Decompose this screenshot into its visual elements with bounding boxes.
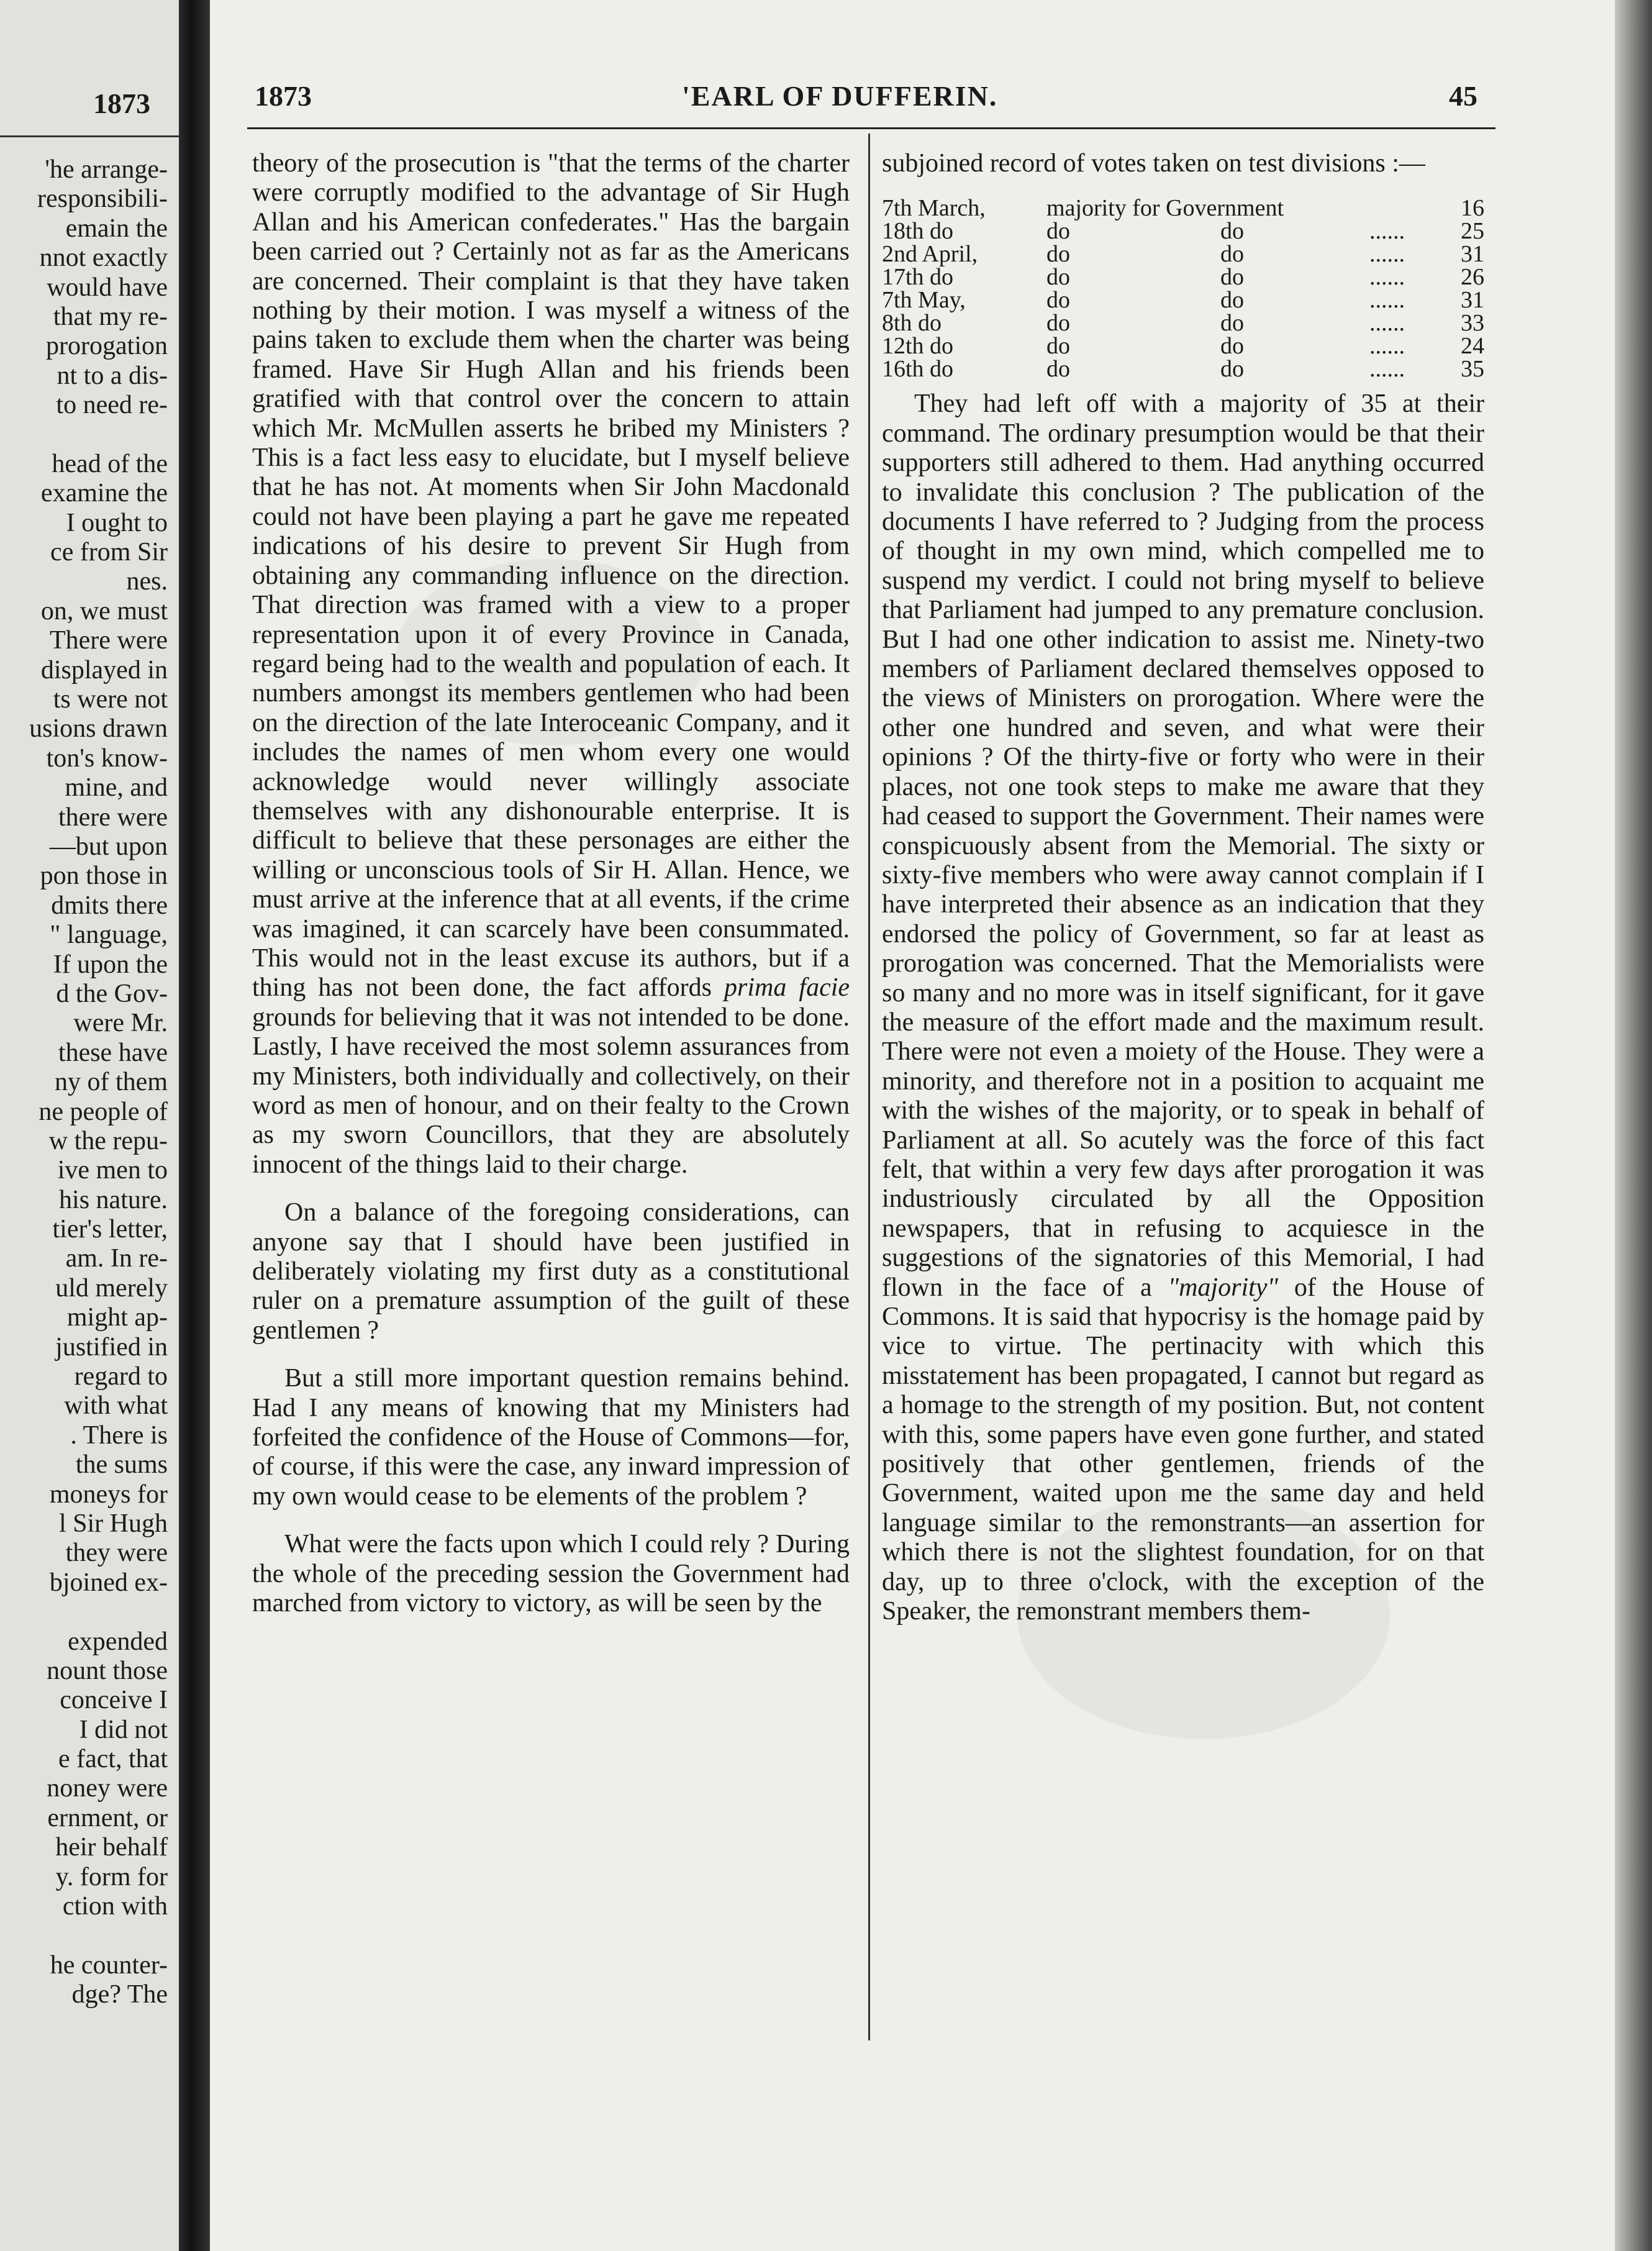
column-divider — [868, 134, 870, 2040]
left-page-line: expended — [68, 1627, 168, 1656]
left-page-line: nount those — [47, 1656, 168, 1685]
vote-label-repeat: do — [1220, 310, 1244, 337]
vote-date: 17th do — [882, 264, 954, 291]
vote-date: 16th do — [882, 356, 954, 383]
left-page-line: ive men to — [57, 1156, 168, 1185]
paragraph-text: theory of the prosecution is "that the terms of the charter were corruptly modified to the advantage of Sir Hugh Allan and his American confederates." Has the bargain been carried out ? Certainly not as far as the Americans are concerned. Their complaint is that they have taken nothing by their motion. I was myself a witness of the pains taken to exclude them when the charter was being framed. Have Sir Hugh Allan and his friends been gratified with that control over the concern to attain which Mr. McMullen asserts he bribed my Ministers ? This is a fact less easy to elucidate, but I myself believe that he has not. At moments when Sir John Macdonald could not have been playing a part he gave me repeated indications of his desire to prevent Sir Hugh from obtaining any commanding influence on the direction. That direction was framed with a view to a proper representation upon it of every Province in Canada, regard being had to the wealth and population of each. It numbers amongst its members gentlemen who had been on the direction of the late Interoceanic Company, and it includes the names of men whom every one would acknowledge would never willingly associate themselves with any dishonourable enterprise. It is difficult to believe that these personages are either the willing or unconscious tools of Sir H. Allan. Hence, we must arrive at the inference that at all events, if the crime was imagined, it can scarcely have been consummated. This would not in the least excuse its authors, but if a thing has not been done, the fact affords — [252, 149, 850, 1003]
vote-label-repeat: do — [1220, 356, 1244, 383]
left-page-line: am. In re- — [65, 1244, 168, 1273]
vote-date: 2nd April, — [882, 241, 978, 268]
italic-phrase: "majority" — [1168, 1273, 1279, 1302]
left-page-line: . There is — [70, 1421, 168, 1450]
vote-row — [882, 289, 1484, 312]
paragraph: On a balance of the foregoing considerations, can anyone say that I should have been justified in deliberately violating my first duty as a constitutional ruler on a premature assumption of the guilt of these gentlemen ? — [252, 1198, 850, 1345]
left-page-line: his nature. — [59, 1185, 168, 1214]
paragraph — [252, 149, 850, 1180]
left-page-line: displayed in — [40, 655, 168, 684]
page-edge-shadow — [1615, 0, 1652, 2251]
votes-table — [882, 197, 1484, 381]
left-page-line: justified in — [55, 1332, 168, 1362]
vote-date: 8th do — [882, 310, 942, 337]
left-page-line: e fact, that — [58, 1745, 168, 1774]
vote-row — [882, 266, 1484, 289]
right-column — [882, 149, 1484, 1626]
vote-majority: 25 — [1461, 218, 1484, 245]
vote-majority: 31 — [1461, 287, 1484, 314]
paragraph-text: They had left off with a majority of 35 at their command. The ordinary presumption would be that their supporters still adhered to them. Had anything occurred to invalidate this conclusion ? The publication of the documents I have referred to ? Judging from the process of thought in my own mind, which compelled me to suspend my verdict. I could not bring myself to believe that Parliament had jumped to any premature conclusion. But I had one other indication to assist me. Ninety-two members of Parliament declared themselves opposed to the views of Ministers on prorogation. Where were the other one hundred and seven, and what were their opinions ? Of the thirty-five or forty who were in their places, not one took steps to make me aware that they had ceased to support the Government. Their names were conspicuously absent from the Memorial. The sixty or sixty-five members who were away cannot complain if I have interpreted their absence as an indication that they endorsed the policy of Government, so far at least as prorogation was concerned. That the Memorialists were so many and no more was in itself significant, for it gave the measure of the effort made and the maximum result. There were not even a moiety of the House. They were a minority, and therefore not in a position to acquaint me with the wishes of the majority, or to speak in behalf of Parliament at all. So acutely was the force of this fact felt, that within a very few days after prorogation it was industriously circulated by all the Opposition newspapers, that in refusing to acquiesce in the suggestions of the signatories of this Memorial, I had flown in the face of a — [882, 389, 1484, 1302]
vote-label: do — [1046, 287, 1070, 314]
left-page-line: emain the — [65, 214, 168, 243]
vote-majority: 16 — [1461, 195, 1484, 222]
vote-label-repeat: do — [1220, 264, 1244, 291]
vote-leader-dots: ...... — [1369, 241, 1405, 268]
left-page-line: ts were not — [53, 685, 168, 714]
book-gutter — [179, 0, 210, 2251]
left-page-line: prorogation — [46, 332, 168, 361]
main-page — [210, 0, 1615, 2251]
paragraph-text: grounds for believing that it was not intended to be done. Lastly, I have received the most solemn assurances from my Ministers, both individually and collectively, on their word as men of honour, and on their fealty to the Crown as my sworn Councillors, that they are absolutely innocent of the things laid to their charge. — [252, 1003, 850, 1179]
vote-label: do — [1046, 333, 1070, 360]
vote-leader-dots: ...... — [1369, 287, 1405, 314]
vote-label-repeat: do — [1220, 333, 1244, 360]
left-page-line: —but upon — [49, 832, 168, 861]
running-header — [210, 80, 1615, 129]
left-page-line: tier's letter, — [52, 1215, 168, 1244]
left-page-line: bjoined ex- — [49, 1568, 168, 1597]
left-page-line: he counter- — [50, 1950, 168, 1980]
vote-row — [882, 243, 1484, 266]
left-page-line: ce from Sir — [50, 538, 168, 567]
left-page-line: nt to a dis- — [57, 361, 168, 390]
left-page-line: might ap- — [66, 1303, 168, 1332]
vote-label-repeat: do — [1220, 241, 1244, 268]
left-page-line: usions drawn — [29, 714, 168, 744]
vote-majority: 35 — [1461, 356, 1484, 383]
vote-leader-dots: ...... — [1369, 218, 1405, 245]
vote-date: 7th March, — [882, 195, 986, 222]
left-page-line: nnot exactly — [39, 243, 168, 273]
vote-majority: 24 — [1461, 333, 1484, 360]
left-page-line: ny of them — [55, 1068, 168, 1097]
left-page-fragment — [0, 0, 179, 2251]
vote-majority: 31 — [1461, 241, 1484, 268]
left-page-header-rule — [0, 135, 179, 137]
left-page-line: regard to — [74, 1362, 168, 1391]
page-number: 45 — [1449, 80, 1477, 112]
vote-row — [882, 220, 1484, 243]
vote-row — [882, 312, 1484, 335]
left-page-line: There were — [49, 626, 168, 655]
vote-label: do — [1046, 241, 1070, 268]
vote-label-repeat: do — [1220, 218, 1244, 245]
paragraph: subjoined record of votes taken on test divisions :— — [882, 149, 1425, 178]
left-page-line: the sums — [75, 1450, 168, 1480]
left-page-line: pon those in — [40, 862, 168, 891]
vote-label-repeat: do — [1220, 287, 1244, 314]
paragraph: What were the facts upon which I could rely ? During the whole of the preceding session the Government had marched from victory to victory, as will be seen by the — [252, 1530, 850, 1618]
vote-leader-dots — [1369, 197, 1444, 220]
left-page-line: these have — [58, 1038, 168, 1067]
vote-row — [882, 335, 1484, 358]
vote-label: majority for Government — [1046, 195, 1284, 222]
left-column — [252, 149, 850, 1619]
left-page-line: examine the — [40, 479, 168, 508]
left-page-line — [0, 1598, 168, 1627]
vote-row — [882, 358, 1484, 381]
vote-date: 7th May, — [882, 287, 966, 314]
vote-majority: 26 — [1461, 264, 1484, 291]
left-page-line: ton's know- — [46, 744, 168, 773]
left-page-line — [0, 421, 168, 450]
left-page-line: l Sir Hugh — [58, 1509, 168, 1538]
left-page-line: If upon the — [53, 950, 168, 979]
vote-date: 18th do — [882, 218, 954, 245]
left-page-line: dge? The — [71, 1980, 168, 2009]
vote-label: do — [1046, 310, 1070, 337]
left-page-line: I ought to — [66, 508, 168, 537]
left-page-line: responsibili- — [37, 184, 168, 214]
vote-date: 12th do — [882, 333, 954, 360]
left-page-year: 1873 — [93, 88, 150, 119]
left-page-line: noney were — [47, 1774, 168, 1803]
vote-label: do — [1046, 356, 1070, 383]
italic-phrase: prima facie — [724, 973, 850, 1003]
vote-label: do — [1046, 264, 1070, 291]
left-page-line: that my re- — [53, 302, 168, 331]
vote-leader-dots: ...... — [1369, 356, 1405, 383]
left-page-line: there were — [58, 803, 168, 832]
paragraph-text: of the House of Commons. It is said that hypocrisy is the homage paid by vice to virtue. The pertinacity with which this misstatement has been propagated, I cannot but regard as a homage to the strength of my position. But, not content with this, some papers have even gone further, and stated positively that other gentlemen, friends of the Government, waited upon me the same day and held language similar to the remonstrants—an assertion for which there is not the slightest foundation, for on that day, up to three o'clock, with the exception of the Speaker, the remonstrant members them- — [882, 1273, 1484, 1626]
left-page-text — [0, 155, 168, 2010]
left-page-line: to need re- — [56, 391, 168, 420]
left-page-line: ernment, or — [47, 1803, 168, 1832]
paragraph: But a still more important question remains behind. Had I any means of knowing that my Ministers had forfeited the confidence of the House of Commons—for, of course, if this were the case, any inward impression of my own would cease to be elements of the problem ? — [252, 1364, 850, 1511]
votes-table-body — [882, 197, 1484, 381]
left-page-line: ne people of — [39, 1097, 168, 1126]
left-page-line: on, we must — [40, 596, 168, 625]
left-page-line: dmits there — [51, 891, 168, 920]
left-page-line: " language, — [50, 921, 168, 950]
left-page-line: y. form for — [55, 1862, 168, 1891]
vote-label: do — [1046, 218, 1070, 245]
left-page-line: moneys for — [49, 1480, 168, 1509]
left-page-line: ction with — [62, 1892, 168, 1921]
left-page-line: were Mr. — [73, 1009, 168, 1038]
header-title: 'EARL OF DUFFERIN. — [682, 80, 998, 112]
vote-majority: 33 — [1461, 310, 1484, 337]
vote-leader-dots: ...... — [1369, 310, 1405, 337]
left-page-line: heir behalf — [55, 1833, 168, 1862]
left-page-line: head of the — [52, 449, 168, 478]
left-page-line: with what — [64, 1391, 168, 1421]
left-page-line: nes. — [126, 567, 168, 596]
header-rule — [247, 127, 1495, 129]
paragraph — [882, 389, 1484, 1626]
vote-leader-dots: ...... — [1369, 264, 1405, 291]
left-page-line: d the Gov- — [56, 979, 168, 1008]
left-page-line: they were — [65, 1539, 168, 1568]
vote-leader-dots: ...... — [1369, 333, 1405, 360]
left-page-line: w the repu- — [48, 1126, 168, 1155]
left-page-line — [0, 1921, 168, 1950]
left-page-line: 'he arrange- — [45, 155, 168, 184]
left-page-line: I did not — [79, 1715, 168, 1744]
left-page-line: mine, and — [65, 773, 168, 803]
header-year: 1873 — [255, 80, 312, 112]
left-page-line: uld merely — [55, 1273, 168, 1303]
left-page-line: conceive I — [60, 1686, 168, 1715]
left-page-line: would have — [47, 273, 168, 302]
vote-row — [882, 197, 1484, 220]
